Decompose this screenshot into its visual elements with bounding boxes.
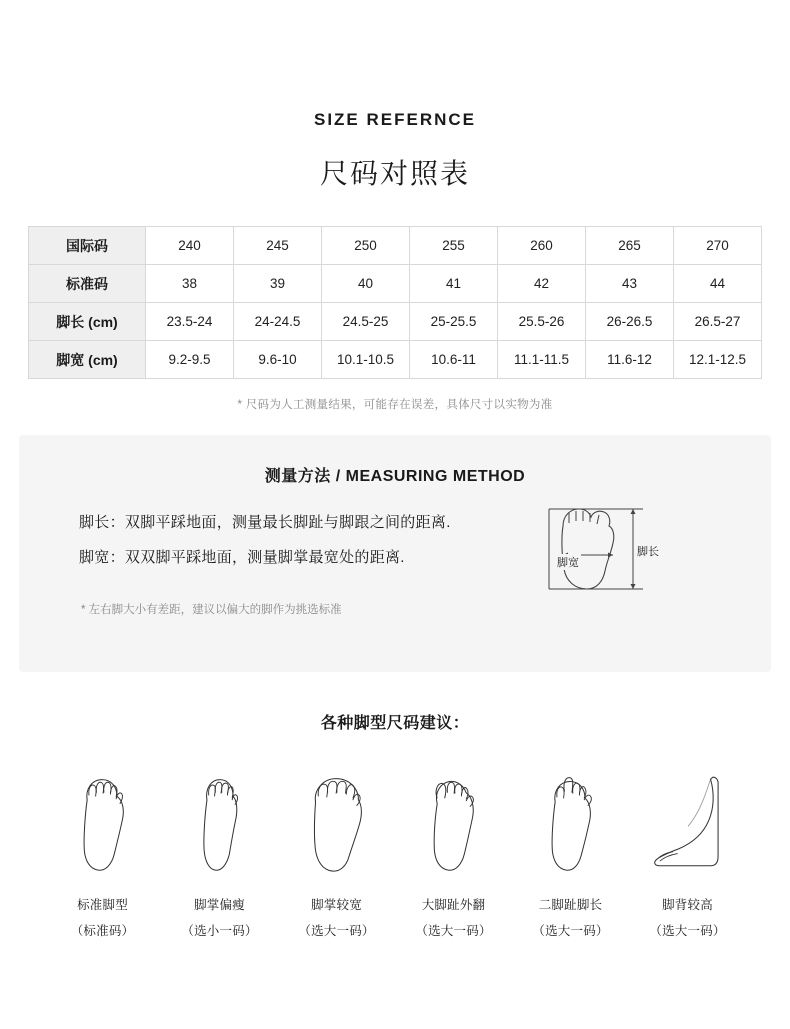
measuring-method-panel [19, 435, 771, 672]
cell: 42 [498, 265, 586, 303]
cell: 9.2-9.5 [146, 341, 234, 379]
cell: 24.5-25 [322, 303, 410, 341]
cell: 38 [146, 265, 234, 303]
foot-high-instep-icon [629, 751, 746, 883]
cell: 9.6-10 [234, 341, 322, 379]
foot-type-label: 二脚趾脚长 [538, 898, 603, 912]
cell: 26-26.5 [586, 303, 674, 341]
foot-type-sub: （选大一码） [415, 924, 492, 938]
cell: 24-24.5 [234, 303, 322, 341]
cell: 11.6-12 [586, 341, 674, 379]
size-table-note: * 尺码为人工测量结果，可能存在误差，具体尺寸以实物为准 [237, 399, 553, 411]
foot-type-label: 脚掌偏瘦 [194, 898, 245, 912]
foot-wide-icon [278, 751, 395, 883]
cell: 25.5-26 [498, 303, 586, 341]
foot-narrow-icon [161, 751, 278, 883]
foot-measure-diagram-icon [533, 493, 663, 608]
size-table-wrapper [28, 226, 762, 412]
measuring-method-length-line: 脚长：双脚平踩地面，测量最长脚趾与脚跟之间的距离. [79, 514, 451, 531]
foot-type-narrow [161, 751, 278, 939]
cell: 43 [586, 265, 674, 303]
cell: 10.6-11 [410, 341, 498, 379]
foot-type-wide [278, 751, 395, 939]
cell: 250 [322, 227, 410, 265]
foot-type-sub: （选小一码） [181, 924, 258, 938]
cell: 10.1-10.5 [322, 341, 410, 379]
page-title-en: SIZE REFERNCE [313, 110, 477, 129]
foot-type-sub: （标准码） [70, 924, 135, 938]
cell: 44 [674, 265, 762, 303]
foot-type-label: 脚背较高 [662, 898, 713, 912]
foot-type-high-instep [629, 751, 746, 939]
cell: 260 [498, 227, 586, 265]
cell: 245 [234, 227, 322, 265]
foot-types-title: 各种脚型尺码建议： [320, 715, 470, 732]
foot-type-long-second-toe [512, 751, 629, 939]
size-table [28, 226, 762, 379]
foot-type-sub: （选大一码） [649, 924, 726, 938]
table-row [29, 227, 762, 265]
cell: 40 [322, 265, 410, 303]
foot-types-row [0, 751, 790, 939]
table-row [29, 341, 762, 379]
diagram-width-label: 脚宽 [555, 554, 581, 570]
foot-type-bunion [395, 751, 512, 939]
foot-long-second-toe-icon [512, 751, 629, 883]
foot-type-sub: （选大一码） [298, 924, 375, 938]
table-row [29, 303, 762, 341]
cell: 26.5-27 [674, 303, 762, 341]
foot-type-label: 标准脚型 [77, 898, 128, 912]
cell: 23.5-24 [146, 303, 234, 341]
table-row [29, 265, 762, 303]
page-header [0, 0, 790, 192]
measuring-method-width-line: 脚宽：双双脚平踩地面，测量脚掌最宽处的距离. [79, 549, 405, 566]
cell: 12.1-12.5 [674, 341, 762, 379]
row-header-international: 国际码 [29, 227, 146, 265]
foot-type-label: 大脚趾外翻 [421, 898, 486, 912]
cell: 270 [674, 227, 762, 265]
measuring-method-note: * 左右脚大小有差距，建议以偏大的脚作为挑选标准 [81, 604, 342, 616]
measuring-method-title: 测量方法 / MEASURING METHOD [264, 468, 526, 485]
row-header-standard: 标准码 [29, 265, 146, 303]
diagram-length-label: 脚长 [637, 546, 659, 558]
cell: 11.1-11.5 [498, 341, 586, 379]
cell: 39 [234, 265, 322, 303]
cell: 240 [146, 227, 234, 265]
row-header-foot-width: 脚宽 (cm) [29, 341, 146, 379]
cell: 255 [410, 227, 498, 265]
page-title-cn: 尺码对照表 [319, 158, 470, 189]
cell: 41 [410, 265, 498, 303]
foot-type-label: 脚掌较宽 [311, 898, 362, 912]
row-header-foot-length: 脚长 (cm) [29, 303, 146, 341]
foot-bunion-icon [395, 751, 512, 883]
cell: 265 [586, 227, 674, 265]
foot-standard-icon [44, 751, 161, 883]
cell: 25-25.5 [410, 303, 498, 341]
foot-type-standard [44, 751, 161, 939]
foot-type-sub: （选大一码） [532, 924, 609, 938]
